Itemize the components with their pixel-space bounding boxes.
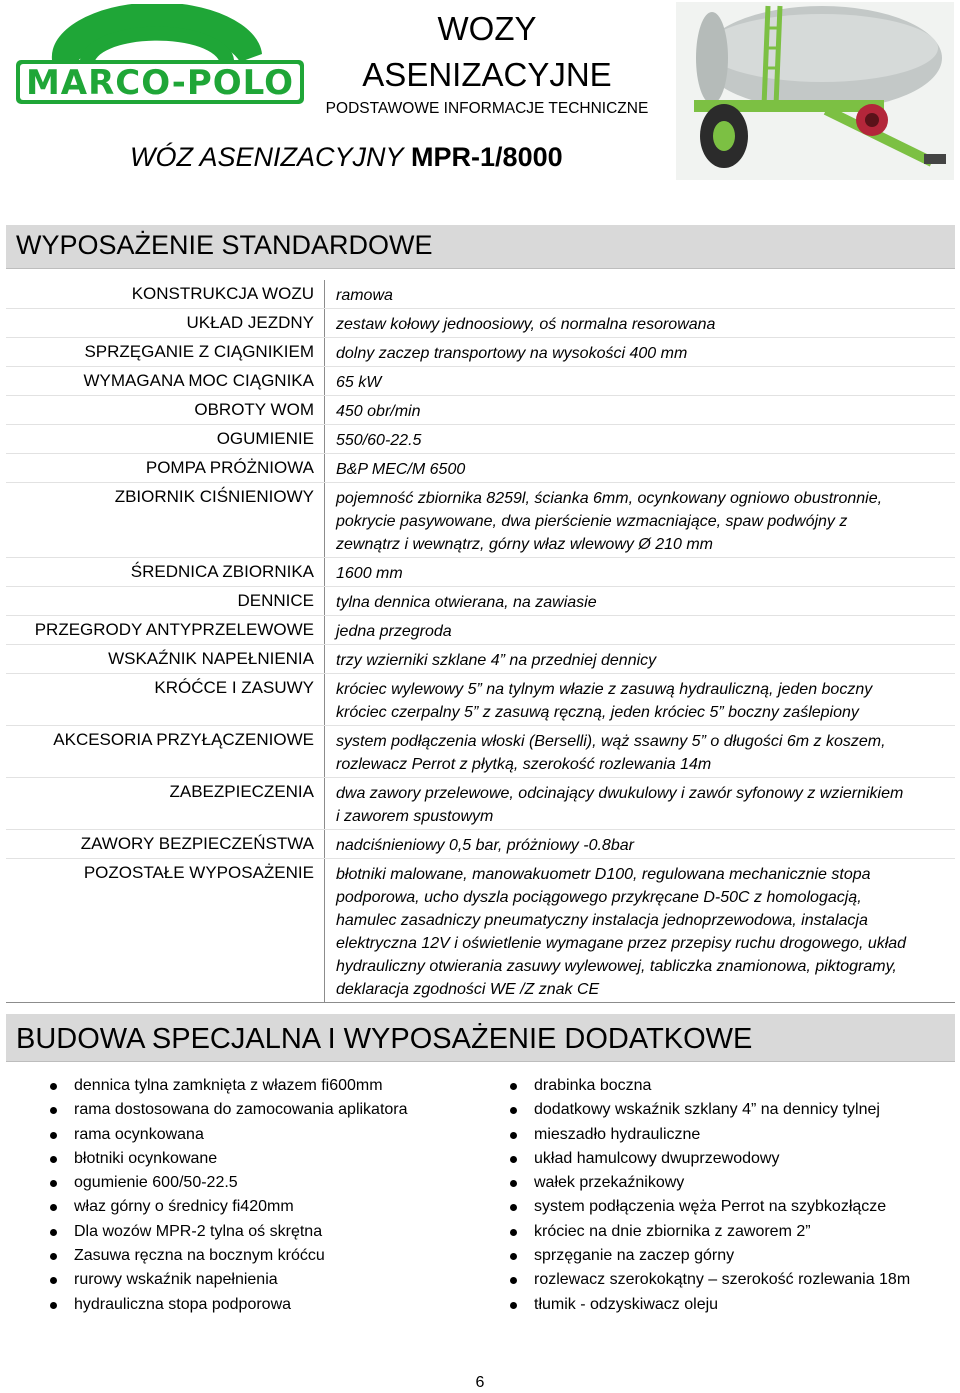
spec-value-line: deklaracja zgodności WE /Z znak CE	[336, 981, 600, 998]
spec-value	[325, 483, 956, 558]
spec-label: PRZEGRODY ANTYPRZELEWOWE	[6, 616, 325, 645]
list-item: dennica tylna zamknięta z włazem fi600mm	[46, 1074, 408, 1098]
spec-value: B&P MEC/M 6500	[325, 454, 956, 483]
spec-label: WSKAŹNIK NAPEŁNIENIA	[6, 645, 325, 674]
list-item: dodatkowy wskaźnik szklany 4” na dennicy tylnej	[506, 1098, 910, 1122]
spec-label: ZAWORY BEZPIECZEŃSTWA	[6, 830, 325, 859]
list-item: rurowy wskaźnik napełnienia	[46, 1268, 408, 1292]
spec-label: POMPA PRÓŻNIOWA	[6, 454, 325, 483]
marco-polo-logo	[14, 4, 306, 116]
spec-value: trzy wzierniki szklane 4” na przedniej dennicy	[325, 645, 956, 674]
spec-row	[6, 425, 955, 454]
spec-value-line: elektryczna 12V i oświetlenie wymagane przez przepisy ruchu drogowego, układ	[336, 935, 907, 952]
spec-value-line: system podłączenia włoski (Berselli), wąż ssawny 5” o długości 6m z koszem,	[336, 733, 886, 750]
model-code: MPR-1/8000	[411, 142, 563, 172]
list-item: ogumienie 600/50-22.5	[46, 1171, 408, 1195]
list-item: system podłączenia węża Perrot na szybkozłącze	[506, 1195, 910, 1219]
list-item: sprzęganie na zaczep górny	[506, 1244, 910, 1268]
standard-equipment-heading: WYPOSAŻENIE STANDARDOWE	[16, 230, 433, 260]
spec-label: SPRZĘGANIE Z CIĄGNIKIEM	[6, 338, 325, 367]
spec-row	[6, 587, 955, 616]
list-item: właz górny o średnicy fi420mm	[46, 1195, 408, 1219]
tanker-photo	[676, 2, 954, 180]
logo-wordmark: MARCO-POLO	[25, 63, 295, 103]
spec-value-line: rozlewacz Perrot z płytką, szerokość rozlewania 14m	[336, 756, 712, 773]
spec-row	[6, 830, 955, 859]
title-subtitle: PODSTAWOWE INFORMACJE TECHNICZNE	[325, 100, 649, 117]
spec-row	[6, 396, 955, 425]
spec-value: tylna dennica otwierana, na zawiasie	[325, 587, 956, 616]
list-item: hydrauliczna stopa podporowa	[46, 1293, 408, 1317]
spec-row	[6, 454, 955, 483]
list-item: błotniki ocynkowane	[46, 1147, 408, 1171]
spec-label: OBROTY WOM	[6, 396, 325, 425]
spec-label: WYMAGANA MOC CIĄGNIKA	[6, 367, 325, 396]
spec-label: DENNICE	[6, 587, 325, 616]
spec-label: ZBIORNIK CIŚNIENIOWY	[6, 483, 325, 558]
spec-value	[325, 859, 956, 1003]
list-item: tłumik - odzyskiwacz oleju	[506, 1293, 910, 1317]
spec-value-line: hydrauliczny otwierania zasuwy wylewowej, tabliczka znamionowa, piktogramy,	[336, 958, 897, 975]
optional-equipment-header	[6, 1014, 955, 1062]
page-number: 6	[475, 1374, 485, 1391]
spec-value-line: króciec czerpalny 5” z zasuwą ręczną, jeden króciec 5” boczny zaślepiony	[336, 704, 859, 721]
spec-value	[325, 778, 956, 830]
spec-row	[6, 778, 955, 830]
optional-list-right	[506, 1074, 910, 1317]
spec-row	[6, 616, 955, 645]
spec-row	[6, 309, 955, 338]
spec-row	[6, 558, 955, 587]
spec-label: AKCESORIA PRZYŁĄCZENIOWE	[6, 726, 325, 778]
list-item: rama ocynkowana	[46, 1123, 408, 1147]
spec-row	[6, 280, 955, 309]
spec-label: POZOSTAŁE WYPOSAŻENIE	[6, 859, 325, 1003]
list-item: mieszadło hydrauliczne	[506, 1123, 910, 1147]
list-item: Zasuwa ręczna na bocznym króćcu	[46, 1244, 408, 1268]
spec-label: OGUMIENIE	[6, 425, 325, 454]
spec-value-line: pojemność zbiornika 8259l, ścianka 6mm, ocynkowany ogniowo obustronnie,	[336, 490, 883, 507]
spec-value-line: pokrycie pasywowane, dwa pierścienie wzmacniające, spaw podwójny z	[336, 513, 848, 530]
model-heading	[130, 142, 563, 173]
spec-value-line: hamulec zasadniczy pneumatyczny instalacja jednoprzewodowa, instalacja	[336, 912, 868, 929]
spec-value: 1600 mm	[325, 558, 956, 587]
spec-label: KONSTRUKCJA WOZU	[6, 280, 325, 309]
spec-value: nadciśnieniowy 0,5 bar, próżniowy -0.8bar	[325, 830, 956, 859]
document-title	[322, 6, 652, 118]
spec-row	[6, 726, 955, 778]
spec-row	[6, 483, 955, 558]
spec-value: jedna przegroda	[325, 616, 956, 645]
list-item: wałek przekaźnikowy	[506, 1171, 910, 1195]
spec-label: UKŁAD JEZDNY	[6, 309, 325, 338]
list-item: rozlewacz szerokokątny – szerokość rozlewania 18m	[506, 1268, 910, 1292]
spec-row	[6, 859, 955, 1003]
spec-label: ŚREDNICA ZBIORNIKA	[6, 558, 325, 587]
spec-label: ZABEZPIECZENIA	[6, 778, 325, 830]
spec-value-line: króciec wylewowy 5” na tylnym włazie z zasuwą hydrauliczną, jeden boczny	[336, 681, 873, 698]
spec-value	[325, 726, 956, 778]
spec-value: 550/60-22.5	[325, 425, 956, 454]
spec-row	[6, 338, 955, 367]
spec-row	[6, 645, 955, 674]
model-prefix: WÓZ ASENIZACYJNY	[130, 142, 404, 172]
spec-value-line: podporowa, ucho dyszla pociągowego przykręcane D-50C z homologacją,	[336, 889, 862, 906]
spec-value-line: zewnątrz i wewnątrz, górny właz wlewowy Ø 210 mm	[336, 536, 714, 553]
optional-equipment-heading: BUDOWA SPECJALNA I WYPOSAŻENIE DODATKOWE	[16, 1023, 753, 1055]
spec-value: dolny zaczep transportowy na wysokości 400 mm	[325, 338, 956, 367]
spec-value-line: i zaworem spustowym	[336, 808, 494, 825]
list-item: króciec na dnie zbiornika z zaworem 2”	[506, 1220, 910, 1244]
spec-row	[6, 674, 955, 726]
spec-value: ramowa	[325, 280, 956, 309]
list-item: drabinka boczna	[506, 1074, 910, 1098]
spec-value: zestaw kołowy jednoosiowy, oś normalna resorowana	[325, 309, 956, 338]
optional-list-left	[46, 1074, 408, 1317]
spec-value	[325, 674, 956, 726]
spec-table	[6, 280, 955, 1003]
spec-value-line: błotniki malowane, manowakuometr D100, regulowana mechanicznie stopa	[336, 866, 871, 883]
standard-equipment-header	[6, 225, 955, 269]
spec-value-line: dwa zawory przelewowe, odcinający dwukulowy i zawór syfonowy z wziernikiem	[336, 785, 904, 802]
list-item: rama dostosowana do zamocowania aplikatora	[46, 1098, 408, 1122]
spec-row	[6, 367, 955, 396]
list-item: układ hamulcowy dwuprzewodowy	[506, 1147, 910, 1171]
list-item: Dla wozów MPR-2 tylna oś skrętna	[46, 1220, 408, 1244]
title-line-2: ASENIZACYJNE	[362, 56, 612, 93]
spec-label: KRÓĆCE I ZASUWY	[6, 674, 325, 726]
title-line-1: WOZY	[437, 10, 537, 47]
spec-value: 65 kW	[325, 367, 956, 396]
spec-value: 450 obr/min	[325, 396, 956, 425]
